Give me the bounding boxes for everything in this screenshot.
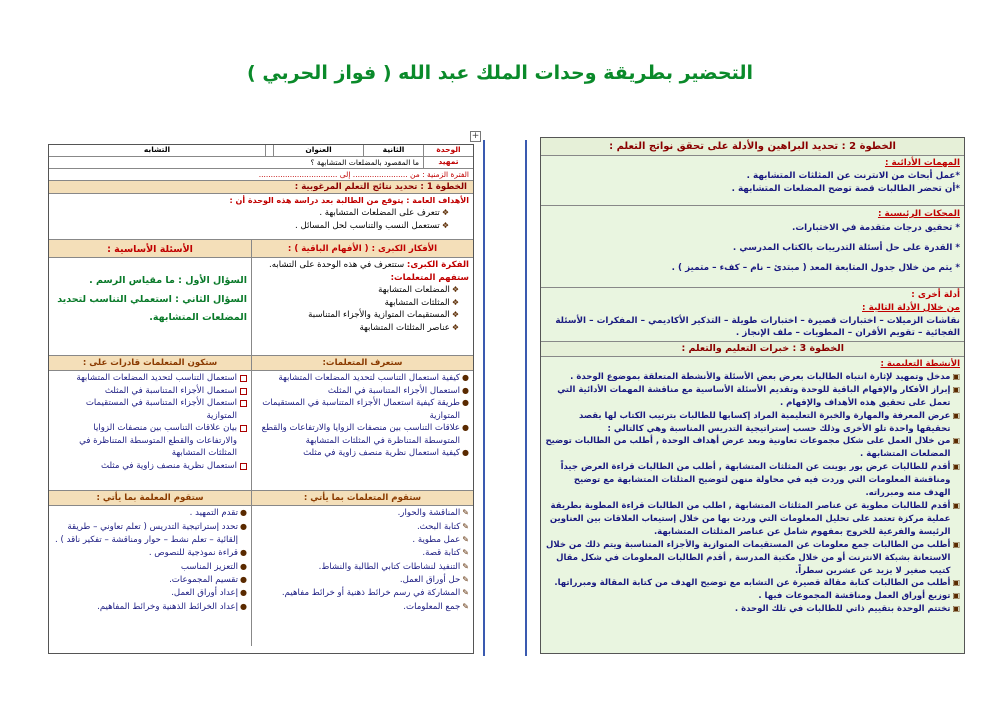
general-goals: الأهداف العامة : يتوقع من الطالبة بعد دراسة هذه الوحدة أن : ❖ تتعرف على المضلعات المتشابهة . ❖ تستعمل النسب والتناسب لحل المسائل .	[49, 194, 473, 240]
activity-item: ▣ أقدم للطالبات عرض بور بوينت عن المثلثات المتشابهة , أطلب من الطالبات قراءة العرض جيداً ومناقشة المعلومات التي وردت فيه في محاولة منهن لتوضيح المثلثات المتشابهة مع توضيح الهدف منه ومبرراته.	[560, 462, 960, 499]
checkbox-icon	[240, 375, 247, 382]
student-do-item: ✎ جمع المعلومات.	[403, 601, 469, 612]
goal-item: ❖ تستعمل النسب والتناسب لحل المسائل .	[295, 220, 449, 231]
activity-item: ▣ إبراز الأفكار والإفهام الباقية للوحدة وتقديم الأسئلة الأساسية مع مناقشة المهمات الأدائية التي تعمل على تحقيق هذه الأهداف والإفهام .	[557, 384, 960, 408]
question-2: السؤال الثاني : استعملي التناسب لتحديد المضلعات المتشابهة.	[57, 293, 247, 323]
teacher-do-item: ● قراءة نموذجية للنصوص .	[148, 548, 247, 559]
student-do-item: ✎ حل أوراق العمل.	[399, 575, 469, 586]
do-body	[49, 506, 473, 646]
move-handle-icon[interactable]: +	[471, 131, 480, 141]
time-row: الفترة الزمنية : من ....................... إلى .................................	[49, 169, 473, 181]
unit-title: التشابه	[143, 145, 171, 154]
teacher-do-item: ● تقسيم المجموعات.	[169, 575, 247, 586]
step3-title: الخطوة 3 : خبرات التعليم والتعلم :	[541, 342, 964, 357]
student-do-item: ✎ عمل مطوية .	[412, 535, 469, 546]
understand-item: ❖ المثلثات المتشابهة	[384, 297, 459, 308]
student-do-item: ✎ المشاركة في رسم خرائط ذهنية أو خرائط مفاهيم.	[281, 588, 469, 599]
student-do-item: ✎ كتابة البحث.	[416, 521, 469, 532]
question-1: السؤال الأول : ما مقياس الرسم .	[89, 275, 247, 287]
title-label: العنوان	[273, 145, 363, 156]
know-item: ● كيفية استعمال التناسب لتحديد المضلعات المتشابهة	[278, 373, 469, 384]
ideas-header: الأفكار الكبرى : ( الأفهام الباقية ) : الأسئلة الأساسية :	[49, 240, 473, 258]
know-item: ● كيفية استعمال نظرية منصف زاوية في مثلث	[303, 448, 469, 459]
do-header: ستقوم المتعلمات بما يأتي : ستقوم المعلمة بما يأتي :	[49, 491, 473, 506]
student-do-item: ✎ كتابة قصة.	[422, 548, 469, 559]
page-title: التحضير بطريقة وحدات الملك عبد الله ( فواز الحربي )	[247, 62, 753, 84]
know-item: ● استعمال الأجزاء المتناسبة في المثلث	[327, 385, 469, 396]
able-item: استعمال نظرية منصف زاوية في مثلث	[53, 460, 247, 472]
activity-item: ▣ تختتم الوحدة بتقييم ذاتي للطالبات في تلك الوحدة .	[734, 604, 960, 615]
step1-title: الخطوة 1 : تحديد نتائج التعلم المرغوبية :	[49, 181, 473, 194]
student-do-item: ✎ التنفيذ لنشاطات كتابي الطالبة والنشاط.	[318, 561, 469, 572]
know-body	[49, 371, 473, 491]
activity-item: ▣ عرض المعرفة والمهارة والخبرة التعليمية المراد إكسابها للطالبات بترتيب الكتاب لها بقصد تحقيقها واحدة تلو الأخرى وذلك حسب إستراتيجية التدريس المناسبة وهي كالتالي :	[578, 410, 960, 434]
activity-item: ▣ من خلال العمل على شكل مجموعات تعاونية وبعد عرض أهداف الوحدة , أطلب من الطالبات توضيح المضلعات المتشابهة .	[545, 436, 960, 460]
tasks-box: المهمات الأدائية : *عمل أبحاث من الانترنت عن المثلثات المتشابهة . *أن تحضر الطالبات قصة توضح المضلعات المتشابهة .	[541, 156, 964, 206]
checkbox-icon	[240, 463, 247, 470]
understand-item: ❖ المضلعات المتشابهة	[378, 285, 459, 296]
page-divider-right	[525, 140, 527, 656]
understand-item: ❖ عناصر المثلثات المتشابهة	[359, 322, 459, 333]
teacher-do-item: ● تحدد إستراتيجية التدريس ( تعلم تعاوني – طريقة إلقائية – تعلم نشط – حوار ومناقشة – تفكير ناقد ) .	[55, 521, 247, 546]
activity-item: ▣ مدخل وتمهيد لإثارة انتباه الطالبات بعرض بعض الأسئلة والأنشطة المتعلقة بموضوع الوحدة .	[570, 371, 960, 382]
unit-number: الثانية	[363, 145, 423, 156]
intro-row: تمهيد ما المقصود بالمضلعات المتشابهة ؟	[49, 157, 473, 169]
activity-item: ▣ أقدم للطالبات مطوية عن عناصر المثلثات المتشابهة , اطلب من الطالبات قراءة المطوية بطريقة عملية مركزة تعتمد على تحليل المعلومات التي وردت بها من خلال إستيعاب العلاقات بين العناوين الرئيسة والفرعية للخروج بمفهوم شامل عن عناصر المثلثات المتشابهة.	[549, 500, 960, 537]
teacher-do-item: ● التعزيز المناسب	[180, 561, 247, 572]
able-item: استعمال الأجزاء المتناسبة في المثلث	[53, 385, 247, 397]
know-header: ستعرف المتعلمات: ستكون المتعلمات قادرات على :	[49, 356, 473, 371]
able-item: بيان علاقات التناسب بين منصفات الزوايا والارتفاعات والقطع المتوسطة المتناظرة في المثلثات المتشابهة	[53, 422, 247, 459]
checkbox-icon	[240, 388, 247, 395]
teacher-do-item: ● إعداد الخرائط الذهنية وخرائط المفاهيم.	[97, 601, 247, 612]
right-page	[540, 137, 965, 654]
unit-header-row	[49, 145, 473, 157]
other-evidence-box: أدلة أخرى : من خلال الأدلة التالية : نقاشات الزميلات – اختبارات قصيرة – اختبارات طويلة – التذكير الأكاديمي – المفكرات – الأسئلة الفجائية – تقويم الأقران – المطويات – ملف الإنجاز .	[541, 288, 964, 342]
student-do-item: ✎ المناقشة والحوار.	[397, 508, 469, 519]
understand-item: ❖ المستقيمات المتوازية والأجزاء المتناسبة	[308, 310, 459, 321]
ideas-body: الفكرة الكبرى: ستتعرف في هذه الوحدة على التشابه. ستفهم المتعلمات: ❖ المضلعات المتشابهة ❖ المثلثات المتشابهة ❖ المستقيمات المتوازية والأجزاء المتناسبة ❖ عناصر المثلثات المتشابهة السؤال الأول : ما مقياس الرسم . السؤال الثاني : استعملي التناسب لتحديد المضلعات المتشابهة.	[49, 258, 473, 356]
checkbox-icon	[240, 400, 247, 407]
activity-item: ▣ أطلب من الطالبات جمع معلومات عن المستقيمات المتوازية والأجزاء المتناسبة ويتم ذلك من خلال الاستعانة بشبكة الانترنت أو من خلال مكتبة المدرسة , أقدم الطالبات المعلومات في شكل مقال كتيب صغير لا يزيد عن عشرين سطراً.	[545, 539, 960, 576]
teacher-do-item: ● إعداد أوراق العمل.	[171, 588, 247, 599]
step2-title: الخطوة 2 : تحديد البراهين والأدلة على تحقق نواتج التعلم :	[541, 138, 964, 156]
teacher-do-item: ● تقدم التمهيد .	[189, 508, 247, 519]
activity-item: ▣ توزيع أوراق العمل ومناقشة المجموعات فيها .	[758, 591, 960, 602]
able-item: استعمال التناسب لتحديد المضلعات المتشابهة	[53, 372, 247, 384]
activity-item: ▣ أطلب من الطالبات كتابة مقالة قصيرة عن التشابه مع توضيح الهدف من كتابة المقالة ومبرراتها.	[554, 578, 960, 589]
able-item: استعمال الأجزاء المتناسبة في المستقيمات المتوازية	[53, 397, 247, 422]
checkbox-icon	[240, 425, 247, 432]
goal-item: ❖ تتعرف على المضلعات المتشابهة .	[319, 208, 449, 219]
page-divider-left	[483, 140, 485, 656]
left-page	[48, 144, 474, 654]
unit-label: الوحدة	[423, 145, 473, 156]
criteria-box: المحكات الرئيسية : * تحقيق درجات متقدمة في الاختبارات. * القدرة على حل أسئلة التدريبات بالكتاب المدرسي . * يتم من خلال جدول المتابعة المعد ( مبتدئ – نام – كفء – متميز ) .	[541, 206, 964, 288]
activities-box: الأنشطة التعليمية : ▣ مدخل وتمهيد لإثارة انتباه الطالبات بعرض بعض الأسئلة والأنشطة المتعلقة بموضوع الوحدة . ▣ إبراز الأفكار والإفهام الباقية للوحدة وتقديم الأسئلة الأساسية مع مناقشة المهمات الأدائية التي تعمل على تحقيق هذه الأهداف والإفهام . ▣ عرض المعرفة والمهارة والخبرة التعليمية المراد إكسابها للطالبات بترتيب الكتاب لها بقصد تحقيقها واحدة تلو الأخرى وذلك حسب إستراتيجية التدريس المناسبة وهي كالتالي : ▣ من خلال العمل على شكل مجموعات تعاونية وبعد عرض أهداف الوحدة , أطلب من الطالبات توضيح المضلعات المتشابهة . ▣ أقدم للطالبات عرض بور بوينت عن المثلثات المتشابهة , أطلب من الطالبات قراءة العرض جيداً ومناقشة المعلومات التي وردت فيه في محاولة منهن لتوضيح المثلثات المتشابهة مع توضيح الهدف منه ومبرراته. ▣ أقدم للطالبات مطوية عن عناصر المثلثات المتشابهة , اطلب من الطالبات قراءة المطوية بطريقة عملية مركزة تعتمد على تحليل المعلومات التي وردت بها من خلال إستيعاب العلاقات بين العناوين الرئيسة والفرعية للخروج بمفهوم شامل عن عناصر المثلثات المتشابهة. ▣ أطلب من الطالبات جمع معلومات عن المستقيمات المتوازية والأجزاء المتناسبة ويتم ذلك من خلال الاستعانة بشبكة الانترنت أو من خلال مكتبة المدرسة , أقدم الطالبات المعلومات في شكل مقال كتيب صغير لا يزيد عن عشرين سطراً. ▣ أطلب من الطالبات كتابة مقالة قصيرة عن التشابه مع توضيح الهدف من كتابة المقالة ومبرراتها. ▣ توزيع أوراق العمل ومناقشة المجموعات فيها . ▣ تختتم الوحدة بتقييم ذاتي للطالبات في تلك الوحدة .	[541, 357, 964, 654]
know-item: ● طريقة كيفية استعمال الأجزاء المتناسبة في المستقيمات المتوازية	[262, 398, 469, 421]
know-item: ● علاقات التناسب بين منصفات الزوايا والارتفاعات والقطع المتوسطة المتناظرة في المثلثات المتشابهة	[261, 423, 469, 446]
